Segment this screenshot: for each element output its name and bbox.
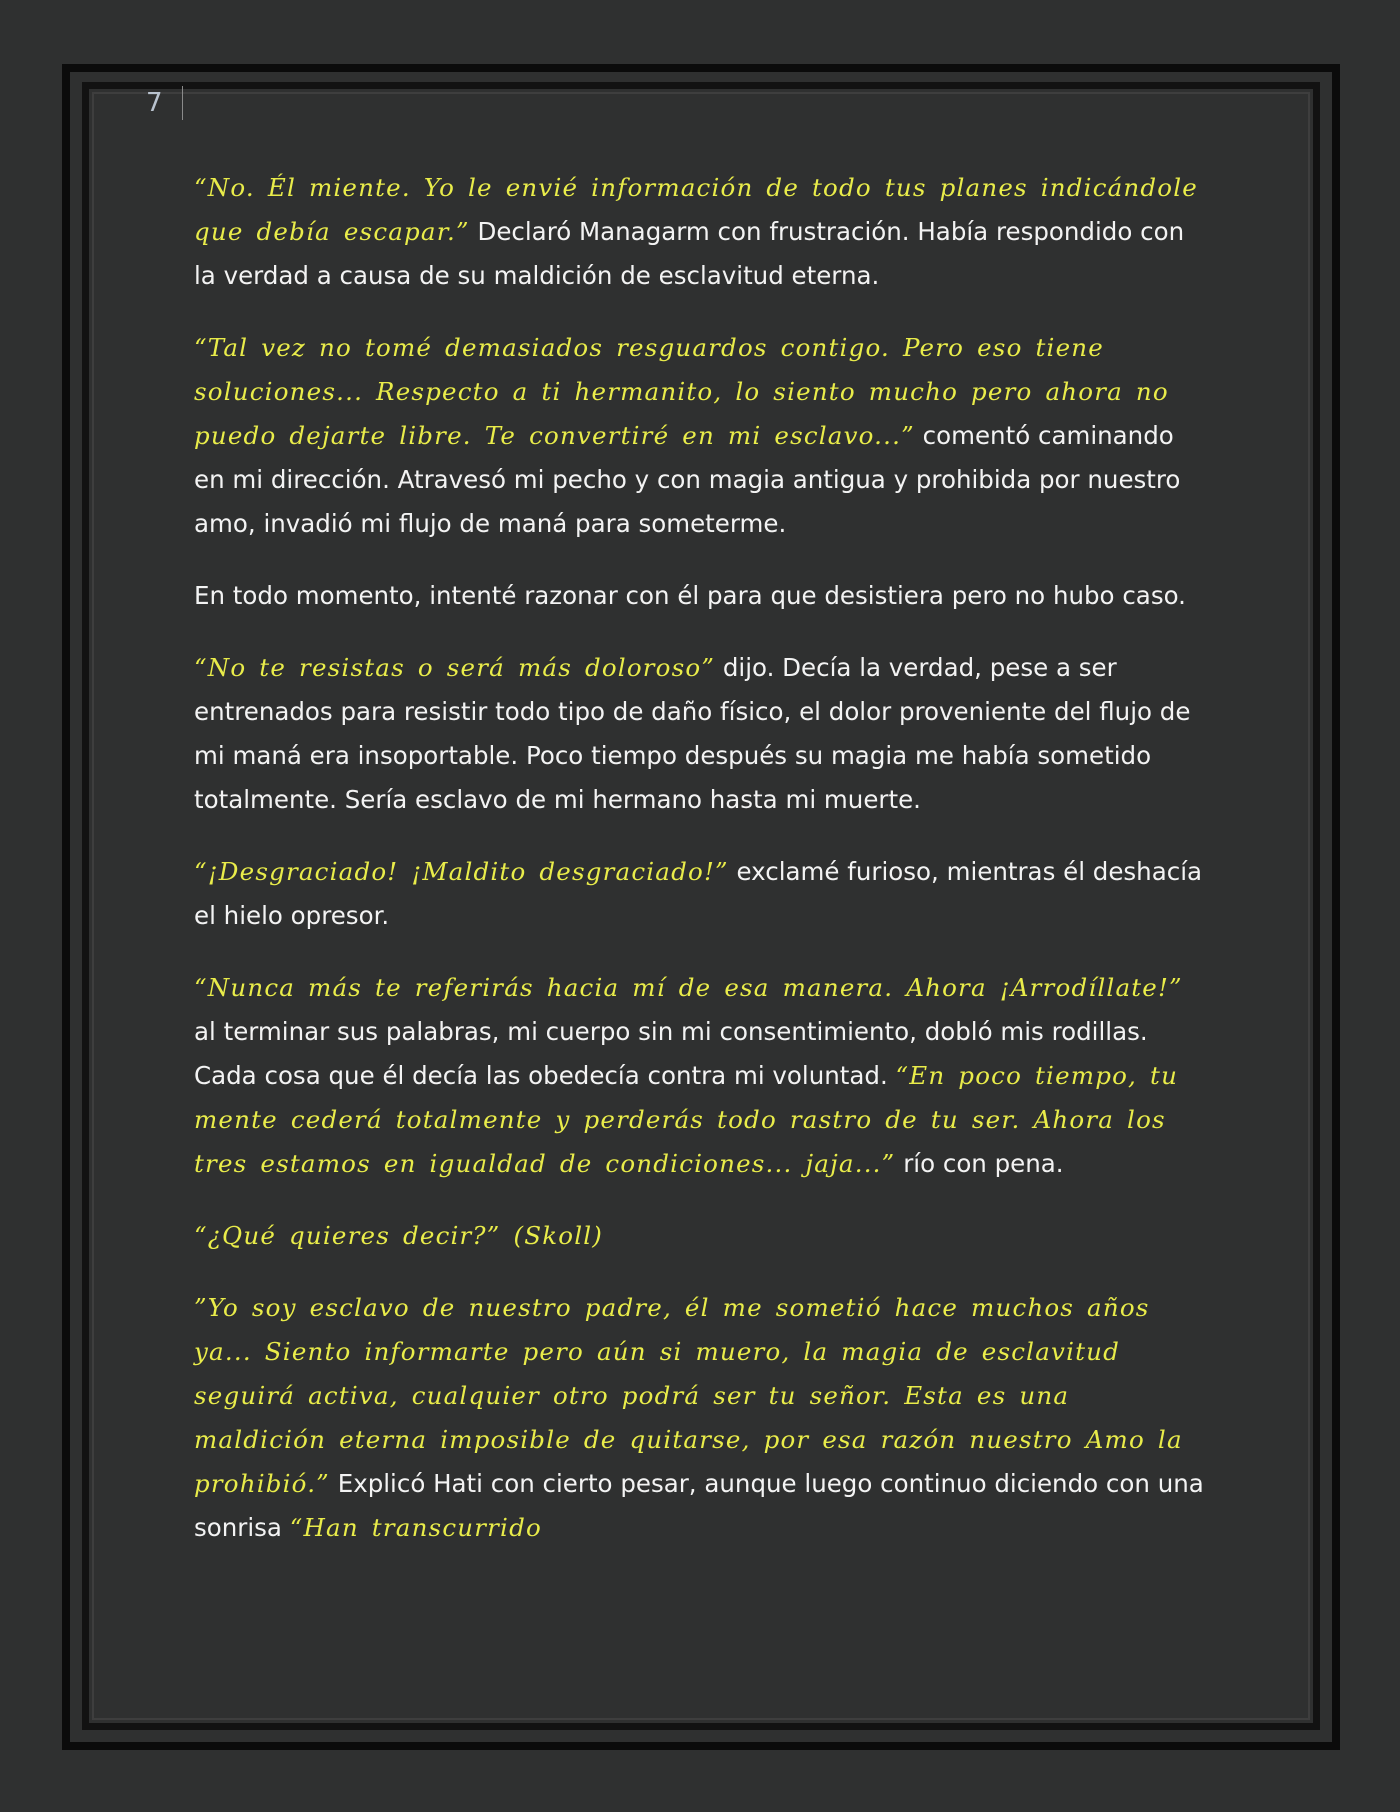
- page-content: [194, 166, 1204, 1578]
- narration-text: comentó caminando en mi dirección. Atravesó mi pecho y con magia antigua y prohibida por nuestro amo, invadió mi flujo de maná para someterme.: [194, 421, 1181, 538]
- narration-text: dijo. Decía la verdad, pese a ser entrenados para resistir todo tipo de daño físico, el dolor proveniente del flujo de mi maná era insoportable. Poco tiempo después su magia me había sometido totalmente. Sería esclavo de mi hermano hasta mi muerte.: [194, 653, 1191, 814]
- dialogue-text: “En poco tiempo, tu mente cederá totalmente y perderás todo rastro de tu ser. Ahora los tres estamos en igualdad de condiciones... jaja...”: [194, 1061, 1179, 1178]
- narration-text: Explicó Hati con cierto pesar, aunque luego continuo diciendo con una sonrisa: [194, 1469, 1204, 1542]
- paragraph: [194, 574, 1204, 618]
- page-number: 7: [146, 86, 183, 120]
- paragraph: [194, 166, 1204, 298]
- dialogue-text: “Han transcurrido: [289, 1513, 542, 1542]
- dialogue-text: “¡Desgraciado! ¡Maldito desgraciado!”: [194, 857, 729, 886]
- narration-text: exclamé furioso, mientras él deshacía el hielo opresor.: [194, 857, 1203, 930]
- paragraph: [194, 966, 1204, 1186]
- paragraph: [194, 850, 1204, 938]
- dialogue-text: “Nunca más te referirás hacia mí de esa manera. Ahora ¡Arrodíllate!”: [194, 973, 1183, 1002]
- paragraph: [194, 646, 1204, 822]
- narration-text: En todo momento, intenté razonar con él para que desistiera pero no hubo caso.: [194, 581, 1186, 610]
- dialogue-text: ”Yo soy esclavo de nuestro padre, él me sometió hace muchos años ya... Siento informarte pero aún si muero, la magia de esclavitud seguirá activa, cualquier otro podrá ser tu señor. Esta es una maldición eterna imposible de quitarse, por esa razón nuestro Amo la prohibió.”: [194, 1293, 1183, 1498]
- paragraph: [194, 1214, 1204, 1258]
- narration-text: al terminar sus palabras, mi cuerpo sin mi consentimiento, dobló mis rodillas. Cada cosa que él decía las obedecía contra mi voluntad.: [194, 1017, 1148, 1090]
- narration-text: río con pena.: [895, 1149, 1064, 1178]
- dialogue-text: “Tal vez no tomé demasiados resguardos contigo. Pero eso tiene soluciones... Respecto a ti hermanito, lo siento mucho pero ahora no puedo dejarte libre. Te convertiré en mi esclavo...”: [194, 333, 1169, 450]
- paragraph: [194, 1286, 1204, 1550]
- dialogue-text: “¿Qué quieres decir?” (Skoll): [194, 1221, 604, 1250]
- dialogue-text: “No. Él miente. Yo le envié información de todo tus planes indicándole que debía escapar.”: [194, 173, 1198, 246]
- narration-text: Declaró Managarm con frustración. Había respondido con la verdad a causa de su maldición de esclavitud eterna.: [194, 217, 1185, 290]
- paragraph: [194, 326, 1204, 546]
- dialogue-text: “No te resistas o será más doloroso”: [194, 653, 716, 682]
